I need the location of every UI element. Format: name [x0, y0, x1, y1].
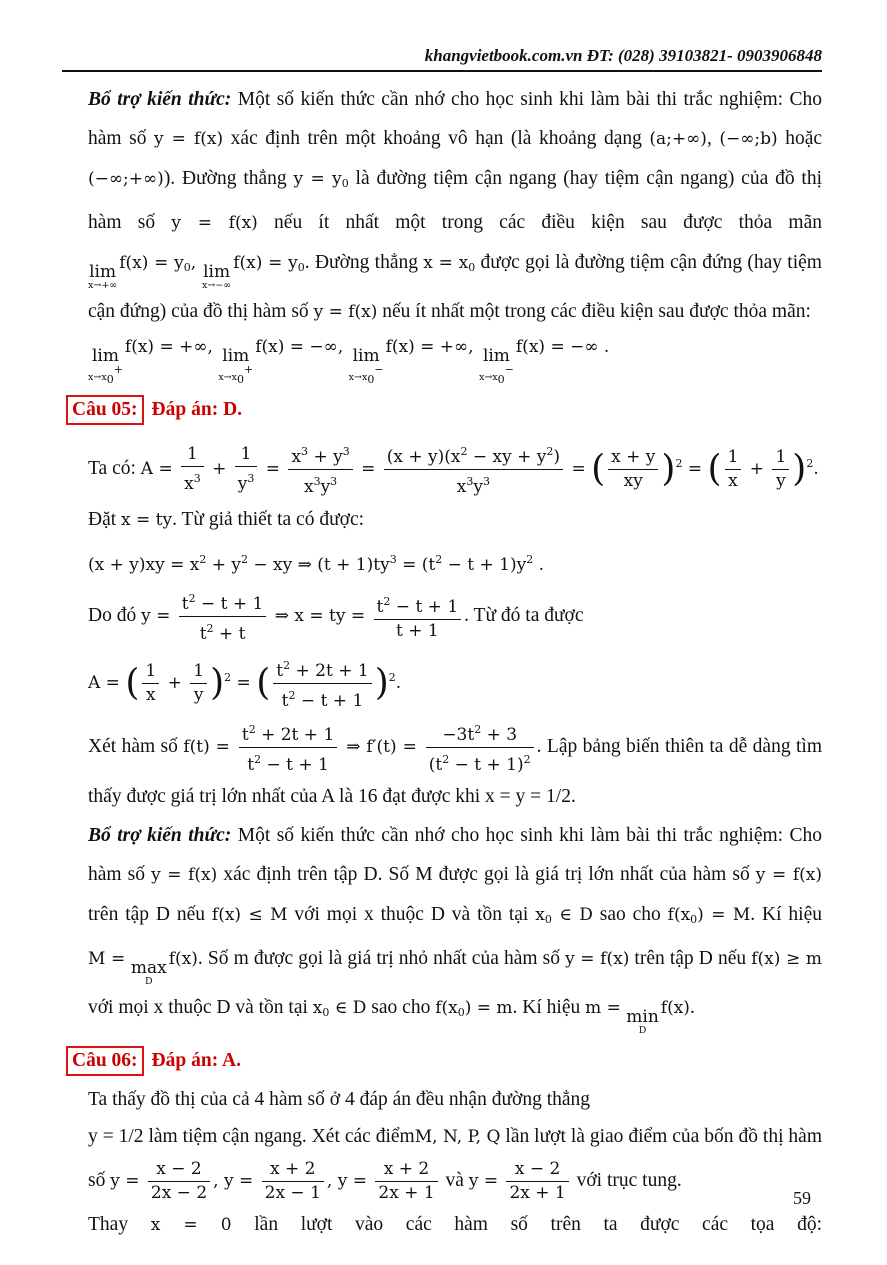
question-05-label: Câu 05:: [66, 395, 144, 425]
vertical-asymptote-conditions: lim x→x0+ f(x) = +∞, lim x→x0+ f(x) = −∞, lim x→x0− f(x) = +∞, lim x→x0− f(x) = −∞ .: [88, 337, 610, 386]
q06-text: y = 1/2 làm tiệm cận ngang. Xét các điểmM, N, P, Q lần lượt là giao điểm của bốn đồ thị hàm số y = $\frac{x - 2}{2x - 2}$ , y = $\frac{x + 2}{2x - 1}$ , y = $\frac{x + 2}{2x + 1}$ và y = $\frac{x - 2}{2x + 1}$ với trục tung.: [88, 1126, 822, 1203]
q06-line-1: Ta thấy đồ thị của cả 4 hàm số ở 4 đáp án đều nhận đường thẳng: [88, 1089, 591, 1110]
page-number: 59: [793, 1188, 811, 1208]
q05-line-3: $(x + y)xy = x^2 + y^2$ − xy ⇒ $(t + 1)ty^3 = (t^2 - t + 1)y^2$ .: [88, 553, 545, 575]
header-rule: [62, 70, 822, 72]
knowledge-note-asymptote: Bổ trợ kiến thức: Một số kiến thức cần nhớ cho học sinh khi làm bài thi trắc nghiệm: Cho hàm số y = f(x) xác định trên một khoảng vô hạn (là khoảng dạng (a;+∞), (−∞;b) hoặc (−∞;+∞)). Đường thẳng $y = y_0$ là đường tiệm cận ngang (hay tiệm cận ngang) của đồ thị hàm số y = f(x) nếu ít nhất một trong các điều kiện sau được thỏa mãn lim x→+∞ $f(x) = y_0$, lim x→−∞ $f(x) = y_0$. Đường thẳng $x = x_0$ được gọi là đường tiệm cận đứng (hay tiệm cận đứng) của đồ thị hàm số y = f(x) nếu ít nhất một trong các điều kiện sau được thỏa mãn:: [88, 89, 823, 322]
question-05-heading: [66, 390, 822, 429]
question-05-answer: Đáp án: D.: [151, 399, 243, 420]
question-06-heading: [66, 1041, 822, 1080]
q05-line-1: Ta có: A = $\frac{1}{x^3}$ + $\frac{1}{y^3}$ = $\frac{x^3 + y^3}{x^3y^3}$ = $\frac{(x + y)(x^2 - xy + y^2)}{x^3y^3}$ = ( $\frac{x + y}{xy}$ )$^2$ = ( $\frac{1}{x}$ + $\frac{1}{y}$ )$^2$.: [88, 433, 822, 500]
page-header: khangvietbook.com.vn ĐT: (028) 39103821- 0903906848: [424, 46, 822, 65]
knowledge-note-extrema: Bổ trợ kiến thức: Một số kiến thức cần nhớ cho học sinh khi làm bài thi trắc nghiệm: Cho hàm số y = f(x) xác định trên tập D. Số M được gọi là giá trị lớn nhất của hàm số y = f(x) trên tập D nếu f(x) ≤ M với mọi x thuộc D và tồn tại $x_0$ ∈ D sao cho $f(x_0) = M$. Kí hiệu M = max D f(x). Số m được gọi là giá trị nhỏ nhất của hàm số y = f(x) trên tập D nếu f(x) ≥ m với mọi x thuộc D và tồn tại $x_0$ ∈ D sao cho $f(x_0) = m$. Kí hiệu m = min D f(x).: [88, 825, 822, 1036]
q05-line-5: Xét hàm số f(t) = $\frac{t^2 + 2t + 1}{t^2 - t + 1}$ ⇒ f′(t) = $\frac{-3t^2 + 3}{(t^2 - t + 1)^2}$ . Lập bảng biến thiên ta dễ dàng tìm thấy được giá trị lớn nhất của A là 16 đạt được khi x = y = 1/2.: [88, 718, 822, 816]
page-content: [72, 80, 823, 1245]
question-06-label: Câu 06:: [66, 1046, 144, 1076]
q05-line-4: Do đó y = $\frac{t^2 - t + 1}{t^2 + t}$ ⇒ x = ty = $\frac{t^2 - t + 1}{t + 1}$ . Từ đó ta được A = ( $\frac{1}{x}$ + $\frac{1}{y}$ )$^2$ = ( $\frac{t^2 + 2t + 1}{t^2 - t + 1}$ )$^2$.: [88, 585, 822, 714]
question-06-answer: Đáp án: A.: [151, 1050, 241, 1071]
q06-line-last: Thay x = 0 lần lượt vào các hàm số trên ta được các tọa độ:: [88, 1214, 822, 1235]
q05-line-2: Đặt x = ty. Từ giả thiết ta có được:: [88, 509, 365, 530]
